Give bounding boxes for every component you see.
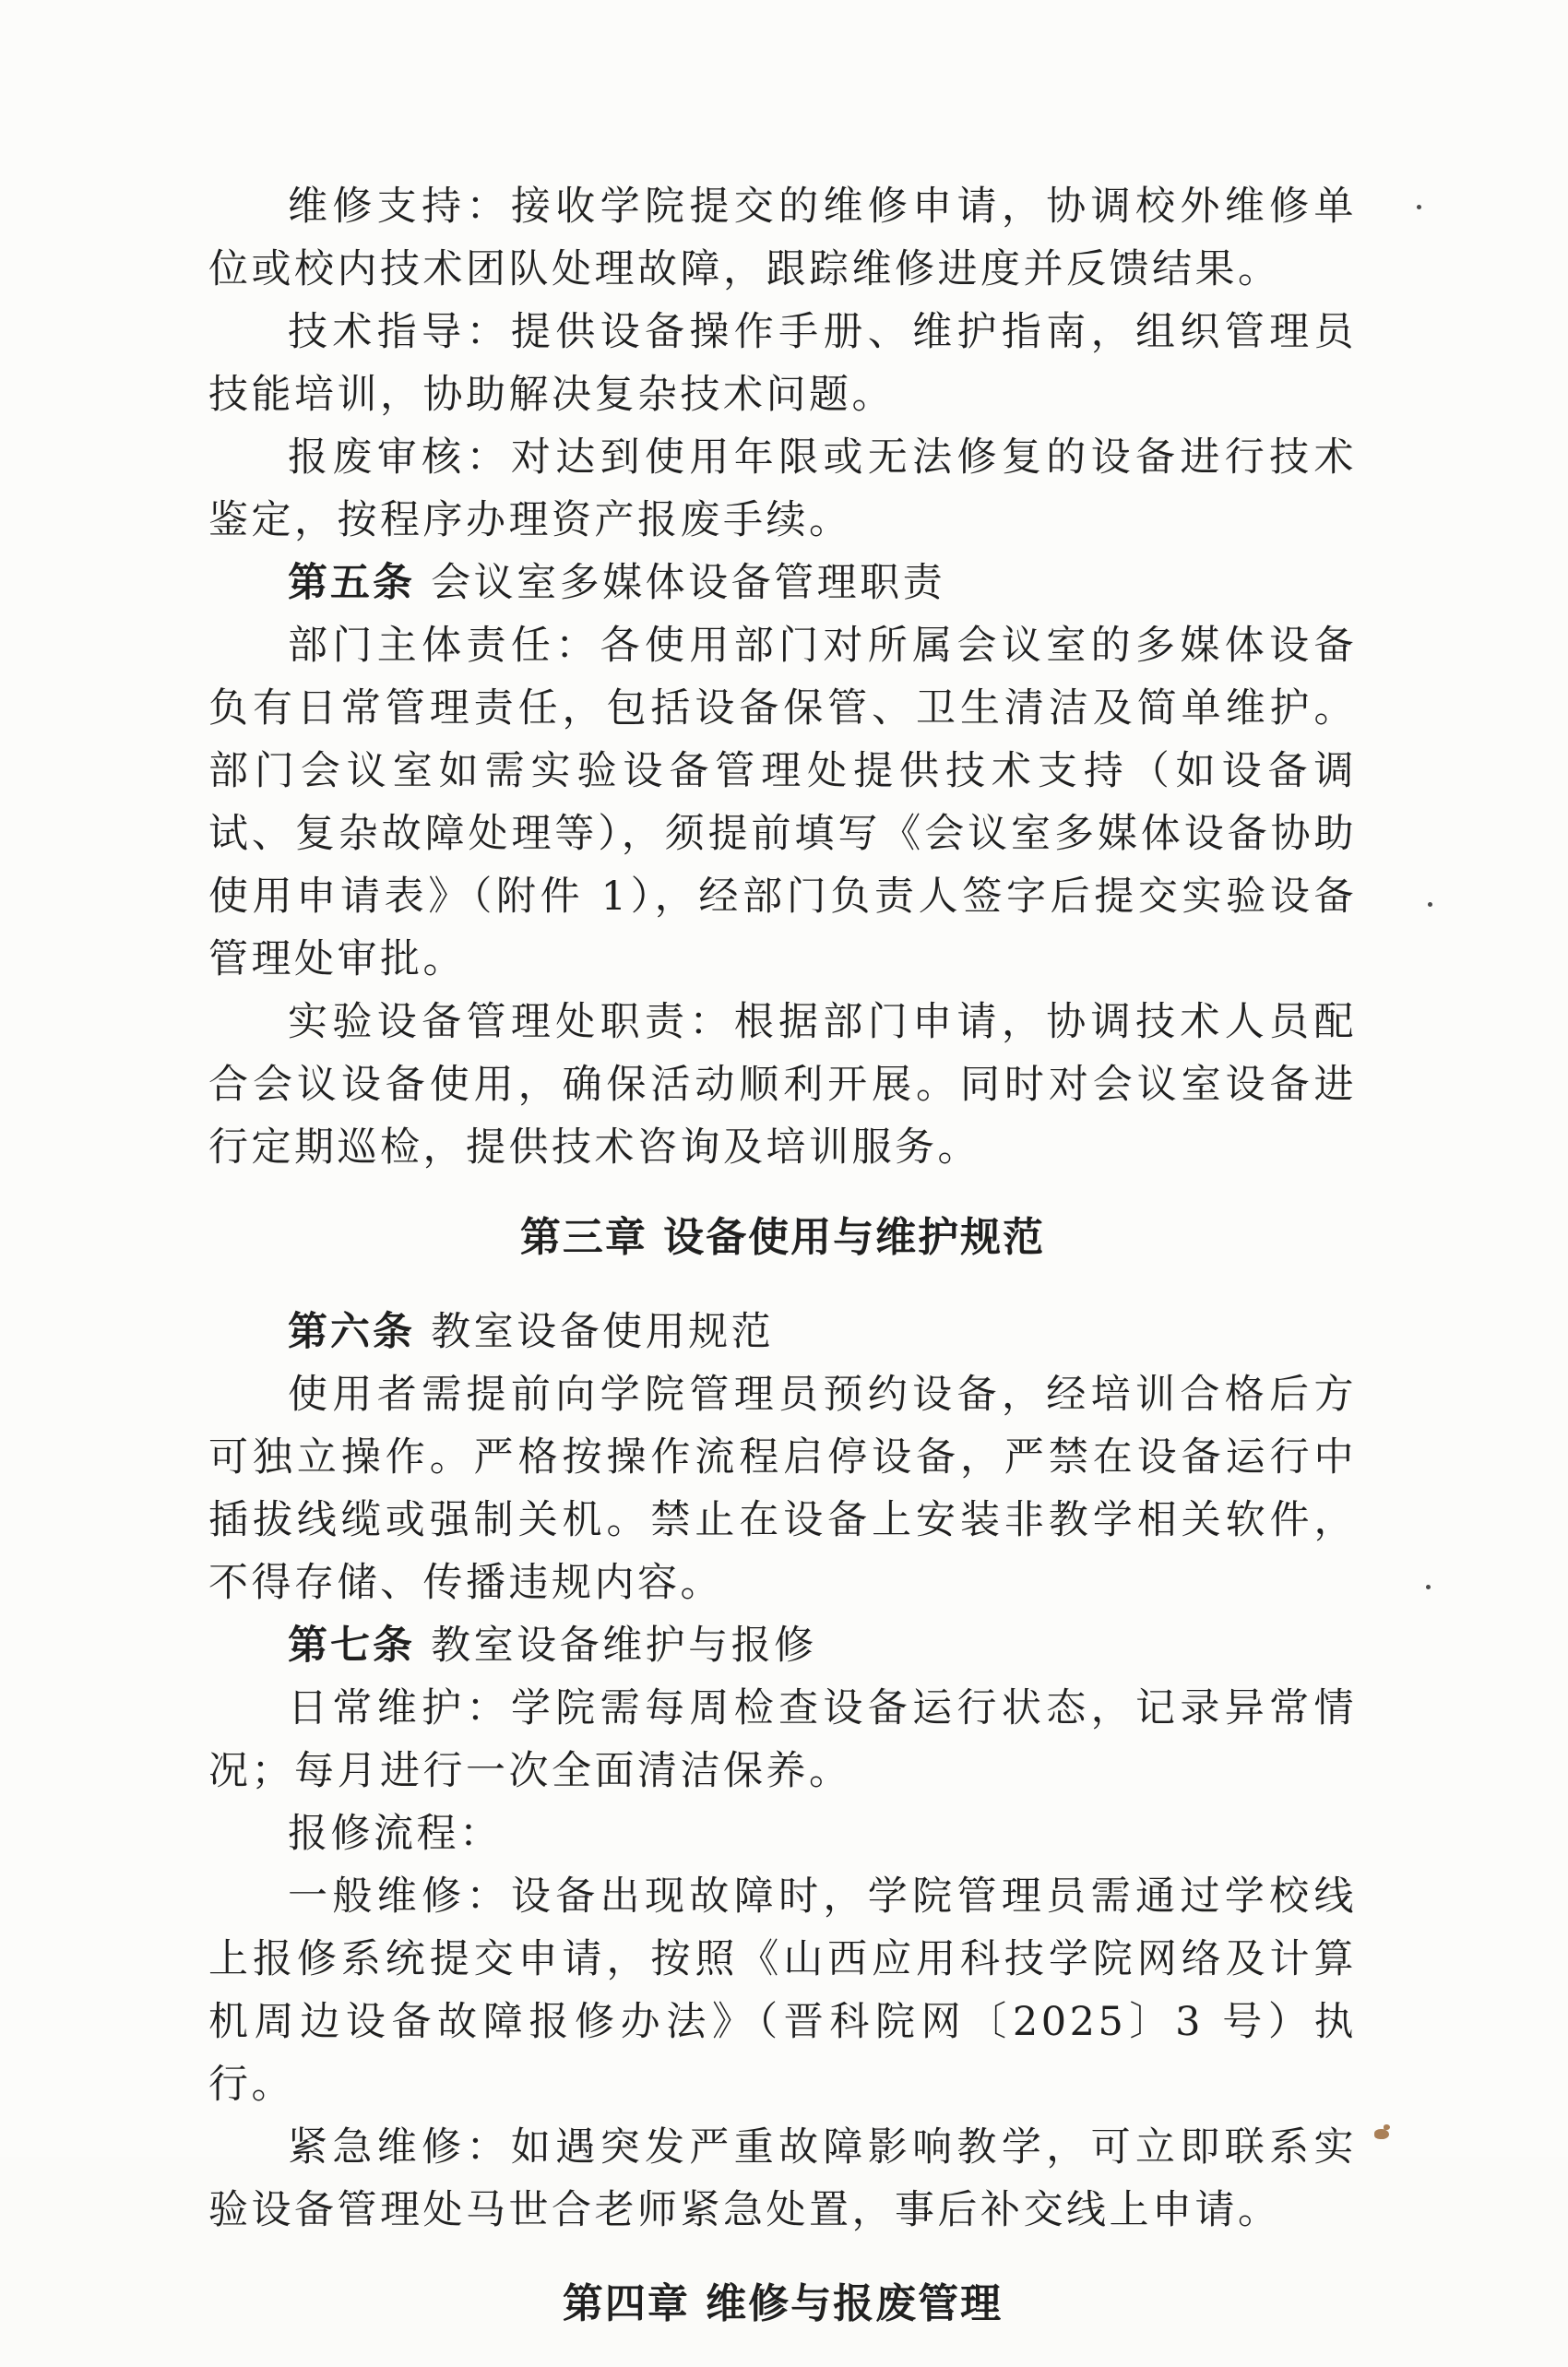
scan-speck [1426, 1585, 1431, 1589]
article-7-title: 教室设备维护与报修 [431, 1623, 817, 1669]
paragraph-scrap-review: 报废审核：对达到使用年限或无法修复的设备进行技术鉴定，按程序办理资产报废手续。 [208, 434, 1357, 543]
paragraph-lab-office-duties: 实验设备管理处职责：根据部门申请，协调技术人员配合会议设备使用，确保活动顺利开展。同时对会议室设备进行定期巡检，提供技术咨询及培训服务。 [208, 999, 1357, 1171]
article-5-heading [208, 552, 1357, 614]
paragraph-repair-process: 报修流程： [288, 1811, 503, 1857]
scan-speck [1417, 205, 1421, 209]
chapter-3-heading: 第三章 设备使用与维护规范 [519, 1214, 1046, 1261]
article-7-label: 第七条 [288, 1623, 415, 1669]
paragraph-usage-rules: 使用者需提前向学院管理员预约设备，经培训合格后方可独立操作。严格按操作流程启停设备，严禁在设备运行中插拔线缆或强制关机。禁止在设备上安装非教学相关软件，不得存储、传播违规内容。 [208, 1372, 1357, 1606]
article-5-title: 会议室多媒体设备管理职责 [431, 560, 946, 606]
document-body [208, 175, 1357, 2367]
scan-speck [1428, 902, 1432, 907]
paragraph-general-repair: 一般维修：设备出现故障时，学院管理员需通过学校线上报修系统提交申请，按照《山西应用科技学院网络及计算机周边设备故障报修办法》（晋科院网〔2025〕3 号）执行。 [208, 1873, 1357, 2108]
scan-stain [1384, 2124, 1390, 2130]
article-6-label: 第六条 [288, 1309, 415, 1355]
paragraph-technical-guidance: 技术指导：提供设备操作手册、维护指南，组织管理员技能培训，协助解决复杂技术问题。 [208, 309, 1357, 418]
paragraph-daily-maintenance: 日常维护：学院需每周检查设备运行状态，记录异常情况；每月进行一次全面清洁保养。 [208, 1685, 1357, 1794]
chapter-4-heading: 第四章 维修与报废管理 [562, 2280, 1004, 2327]
paragraph-emergency-repair: 紧急维修：如遇突发严重故障影响教学，可立即联系实验设备管理处马世合老师紧急处置，事后补交线上申请。 [208, 2124, 1357, 2233]
article-6-title: 教室设备使用规范 [431, 1309, 775, 1355]
article-5-label: 第五条 [288, 560, 415, 606]
paragraph-repair-support: 维修支持：接收学院提交的维修申请，协调校外维修单位或校内技术团队处理故障，跟踪维修进度并反馈结果。 [208, 184, 1357, 292]
scan-stain [1374, 2129, 1389, 2139]
article-6-heading [208, 1301, 1357, 1363]
article-7-heading [208, 1614, 1357, 1677]
paragraph-department-responsibility: 部门主体责任：各使用部门对所属会议室的多媒体设备负有日常管理责任，包括设备保管、卫生清洁及简单维护。部门会议室如需实验设备管理处提供技术支持（如设备调试、复杂故障处理等），须提前填写《会议室多媒体设备协助使用申请表》（附件 1），经部门负责人签字后提交实验设备管理处审批。 [208, 623, 1357, 982]
